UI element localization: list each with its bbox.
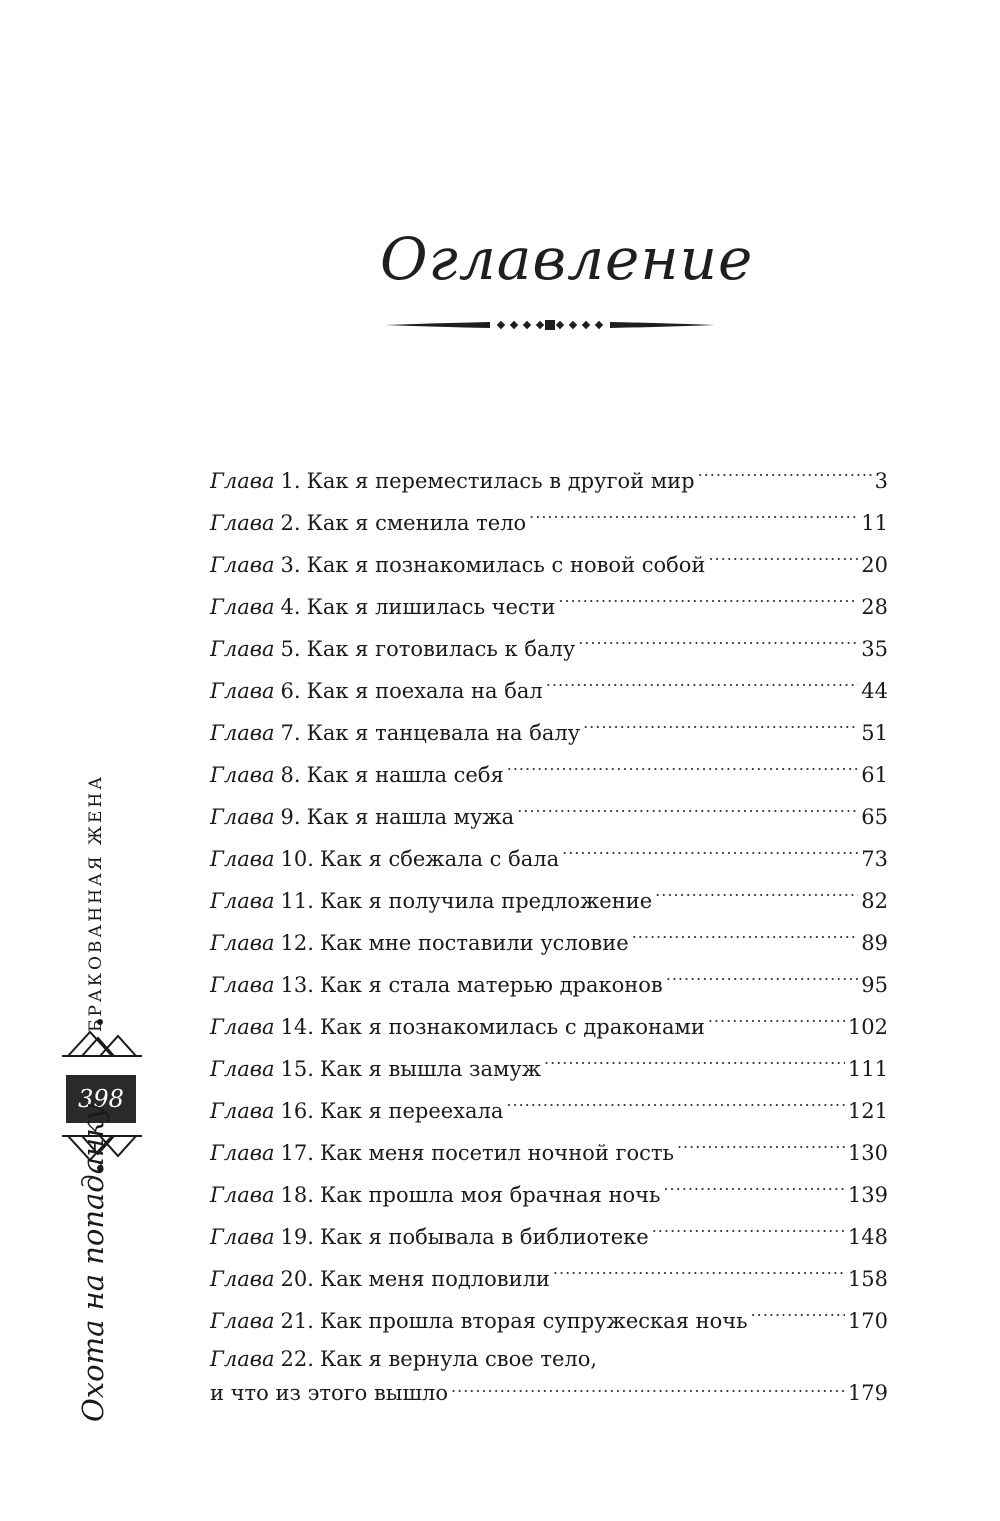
page-number: 398 — [78, 1085, 124, 1113]
chapter-title: Как я побывала в библиотеке — [319, 1225, 649, 1249]
chapter-word: Глава — [210, 889, 275, 913]
dot-leader — [506, 1097, 845, 1118]
dot-leader — [558, 593, 858, 614]
chapter-word: Глава — [210, 1057, 275, 1081]
chapter-title: Как я нашла себя — [306, 763, 504, 787]
toc-entry — [210, 544, 888, 586]
chapter-number: 9. — [280, 805, 301, 829]
chapter-page: 73 — [861, 847, 888, 871]
chapter-number: 11. — [280, 889, 314, 913]
chapter-title: Как я сменила тело — [306, 511, 527, 535]
toc-entry — [210, 1258, 888, 1300]
chapter-word: Глава — [210, 931, 275, 955]
spine-book-title-text: БРАКОВАННАЯ ЖЕНА — [86, 773, 106, 1032]
chapter-word: Глава — [210, 1347, 275, 1371]
chapter-word: Глава — [210, 1099, 275, 1123]
chapter-word: Глава — [210, 679, 275, 703]
chapter-page: 3 — [874, 469, 888, 493]
chapter-page: 61 — [861, 763, 888, 787]
dot-leader — [708, 1013, 845, 1034]
chapter-word: Глава — [210, 1141, 275, 1165]
ornament-diamond — [497, 321, 505, 329]
chapter-number: 6. — [280, 679, 301, 703]
table-of-contents — [210, 460, 888, 1416]
chapter-number: 12. — [280, 931, 314, 955]
dot-leader — [666, 971, 859, 992]
chapter-title: Как я нашла мужа — [306, 805, 515, 829]
chapter-title: Как я получила предложение — [319, 889, 653, 913]
chapter-title: Как я танцевала на балу — [306, 721, 581, 745]
dot-leader — [507, 761, 859, 782]
toc-entry — [210, 796, 888, 838]
chapter-title: Как я готовилась к балу — [306, 637, 576, 661]
ornament-right-line — [610, 322, 715, 328]
chapter-number: 2. — [280, 511, 301, 535]
chapter-title: Как прошла моя брачная ночь — [319, 1183, 661, 1207]
chapter-title: Как я лишилась чести — [306, 595, 556, 619]
toc-entry — [210, 1090, 888, 1132]
dot-leader — [517, 803, 858, 824]
spine-series-title — [74, 1103, 114, 1430]
chapter-page: 35 — [861, 637, 888, 661]
dot-leader — [578, 635, 858, 656]
ornament-left-line — [385, 322, 490, 328]
toc-entry — [210, 460, 888, 502]
chapter-number: 20. — [280, 1267, 314, 1291]
dot-leader — [546, 677, 859, 698]
chapter-number: 4. — [280, 595, 301, 619]
chapter-number: 10. — [280, 847, 314, 871]
toc-entry — [210, 1132, 888, 1174]
chapter-page: 111 — [847, 1057, 888, 1081]
toc-entry — [210, 1048, 888, 1090]
dot-leader — [655, 887, 858, 908]
ornament-diamond — [582, 321, 590, 329]
dot-leader — [632, 929, 859, 950]
chapter-page: 95 — [861, 973, 888, 997]
spine-book-title — [86, 773, 116, 1040]
chapter-title: Как я поехала на бал — [306, 679, 543, 703]
title-ornament — [385, 314, 715, 336]
chapter-word: Глава — [210, 1309, 275, 1333]
chapter-number: 18. — [280, 1183, 314, 1207]
chapter-word: Глава — [210, 763, 275, 787]
toc-entry — [210, 964, 888, 1006]
chapter-title: Как я познакомилась с новой собой — [306, 553, 706, 577]
chapter-word: Глава — [210, 469, 275, 493]
chapter-title: Как я сбежала с бала — [319, 847, 560, 871]
chapter-title: Как прошла вторая супружеская ночь — [319, 1309, 748, 1333]
chapter-title: Как меня подловили — [319, 1267, 550, 1291]
chapter-page: 179 — [847, 1381, 888, 1405]
chapter-page: 170 — [847, 1309, 888, 1333]
chapter-number: 21. — [280, 1309, 314, 1333]
toc-entry — [210, 670, 888, 712]
chapter-word: Глава — [210, 553, 275, 577]
toc-entry — [210, 1342, 888, 1416]
chapter-title: Как я стала матерью драконов — [319, 973, 663, 997]
chapter-number: 15. — [280, 1057, 314, 1081]
chapter-title-continued: и что из этого вышло — [210, 1381, 449, 1405]
page-title: Оглавление — [380, 225, 754, 293]
chapter-page: 158 — [847, 1267, 888, 1291]
chapter-word: Глава — [210, 511, 275, 535]
toc-entry — [210, 880, 888, 922]
spine-series-title-text: Охота на попаданку — [76, 1103, 110, 1422]
dot-leader — [562, 845, 858, 866]
toc-entry — [210, 712, 888, 754]
chapter-page: 121 — [847, 1099, 888, 1123]
ornament-diamond — [510, 321, 518, 329]
chapter-title: Как я вышла замуж — [319, 1057, 542, 1081]
chapter-title: Как я переместилась в другой мир — [306, 469, 695, 493]
chapter-word: Глава — [210, 805, 275, 829]
ornament-diamond — [556, 321, 564, 329]
ornament-diamond — [569, 321, 577, 329]
chapter-page: 44 — [861, 679, 888, 703]
dot-leader — [553, 1265, 845, 1286]
chapter-number: 13. — [280, 973, 314, 997]
chapter-title: Как мне поставили условие — [319, 931, 629, 955]
toc-entry — [210, 1216, 888, 1258]
chapter-word: Глава — [210, 595, 275, 619]
chapter-page: 11 — [861, 511, 888, 535]
chapter-page: 28 — [861, 595, 888, 619]
chapter-page: 102 — [847, 1015, 888, 1039]
dot-leader — [652, 1223, 845, 1244]
dot-leader — [677, 1139, 845, 1160]
dot-leader — [708, 551, 858, 572]
chapter-number: 17. — [280, 1141, 314, 1165]
toc-entry — [210, 1300, 888, 1342]
ornament-center-square — [545, 320, 555, 330]
chapter-page: 82 — [861, 889, 888, 913]
chapter-number: 1. — [280, 469, 301, 493]
ornament-diamond — [536, 321, 544, 329]
chapter-number: 22. — [280, 1347, 314, 1371]
chapter-title: Как я познакомилась с драконами — [319, 1015, 705, 1039]
dot-leader — [698, 467, 872, 488]
chapter-word: Глава — [210, 1225, 275, 1249]
chapter-number: 14. — [280, 1015, 314, 1039]
ornament-diamond — [595, 321, 603, 329]
toc-entry — [210, 922, 888, 964]
chapter-title: Как меня посетил ночной гость — [319, 1141, 674, 1165]
chapter-number: 5. — [280, 637, 301, 661]
chapter-page: 51 — [861, 721, 888, 745]
toc-entry — [210, 586, 888, 628]
chapter-word: Глава — [210, 1015, 275, 1039]
chapter-number: 7. — [280, 721, 301, 745]
chapter-page: 20 — [861, 553, 888, 577]
toc-entry — [210, 838, 888, 880]
chapter-word: Глава — [210, 1183, 275, 1207]
chapter-word: Глава — [210, 721, 275, 745]
chapter-word: Глава — [210, 973, 275, 997]
chapter-page: 148 — [847, 1225, 888, 1249]
toc-entry — [210, 502, 888, 544]
dot-leader — [529, 509, 858, 530]
chapter-page: 130 — [847, 1141, 888, 1165]
toc-entry — [210, 628, 888, 670]
toc-entry — [210, 754, 888, 796]
dot-leader — [583, 719, 858, 740]
chapter-number: 19. — [280, 1225, 314, 1249]
dot-leader — [751, 1307, 845, 1328]
dot-leader — [451, 1379, 845, 1400]
chapter-page: 89 — [861, 931, 888, 955]
chapter-title: Как я переехала — [319, 1099, 504, 1123]
chapter-number: 16. — [280, 1099, 314, 1123]
chapter-word: Глава — [210, 1267, 275, 1291]
toc-entry — [210, 1174, 888, 1216]
chapter-word: Глава — [210, 847, 275, 871]
chapter-page: 65 — [861, 805, 888, 829]
chapter-title: Как я вернула свое тело, — [319, 1347, 598, 1371]
dot-leader — [663, 1181, 844, 1202]
dot-leader — [544, 1055, 845, 1076]
ornament-diamond — [523, 321, 531, 329]
chapter-page: 139 — [847, 1183, 888, 1207]
chapter-number: 3. — [280, 553, 301, 577]
toc-entry — [210, 1006, 888, 1048]
chapter-number: 8. — [280, 763, 301, 787]
chapter-word: Глава — [210, 637, 275, 661]
